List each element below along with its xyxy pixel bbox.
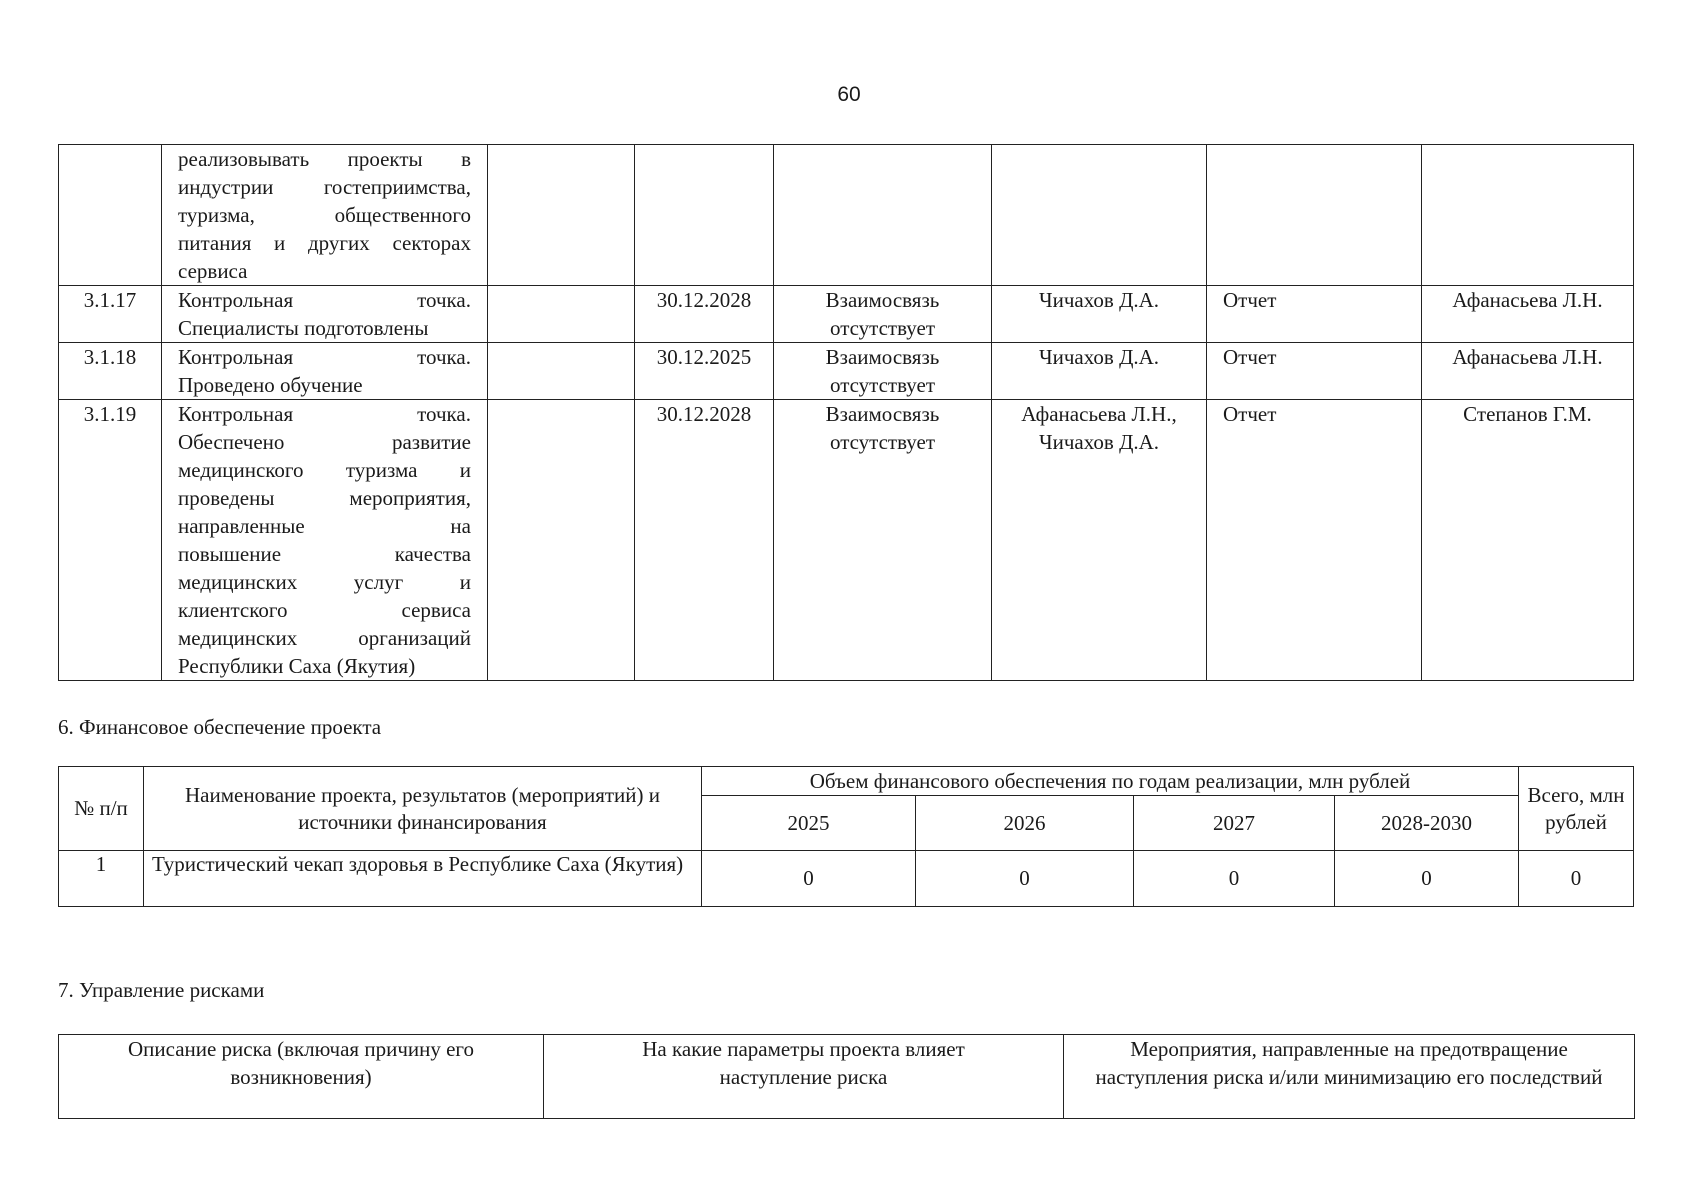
row-name: Туристический чекап здоровья в Республике Саха (Якутия): [144, 851, 702, 907]
row-document: Отчет: [1207, 343, 1422, 400]
row-value-2027: 0: [1134, 851, 1335, 907]
row-document: Отчет: [1207, 286, 1422, 343]
control-point-row: [59, 145, 1634, 286]
header-year-2027: 2027: [1134, 796, 1335, 851]
header-total: Всего, млн рублей: [1519, 767, 1634, 851]
row-col3: [488, 145, 635, 286]
row-responsible: Афанасьева Л.Н., Чичахов Д.А.: [992, 400, 1207, 681]
header-name: Наименование проекта, результатов (мероприятий) и источники финансирования: [144, 767, 702, 851]
control-points-table: [58, 144, 1634, 681]
description-line: туризма, общественного: [178, 203, 471, 227]
control-point-row: [59, 343, 1634, 400]
row-responsible: Чичахов Д.А.: [992, 286, 1207, 343]
control-point-row: [59, 400, 1634, 681]
header-year-2026: 2026: [916, 796, 1134, 851]
row-document: [1207, 145, 1422, 286]
row-description: [162, 400, 488, 681]
row-number: 3.1.19: [59, 400, 162, 681]
row-responsible: Чичахов Д.А.: [992, 343, 1207, 400]
description-line: Республики Саха (Якутия): [178, 654, 416, 678]
row-approver: [1422, 145, 1634, 286]
section-6-title: 6. Финансовое обеспечение проекта: [58, 715, 382, 739]
row-document: Отчет: [1207, 400, 1422, 681]
row-total: 0: [1519, 851, 1634, 907]
row-date: 30.12.2028: [635, 400, 774, 681]
row-col3: [488, 343, 635, 400]
description-line: сервиса: [178, 259, 248, 283]
row-responsible: [992, 145, 1207, 286]
section-7-title: 7. Управление рисками: [58, 978, 265, 1002]
description-line: Контрольная точка.: [178, 402, 471, 426]
row-value-2028-2030: 0: [1335, 851, 1519, 907]
control-point-row: [59, 286, 1634, 343]
header-volume: Объем финансового обеспечения по годам реализации, млн рублей: [702, 767, 1519, 796]
description-line: Специалисты подготовлены: [178, 316, 429, 340]
description-line: Обеспечено развитие: [178, 430, 471, 454]
row-number: 3.1.17: [59, 286, 162, 343]
row-num: 1: [59, 851, 144, 907]
row-col3: [488, 400, 635, 681]
risk-header-measures: Мероприятия, направленные на предотвращение наступления риска и/или минимизацию его последствий: [1064, 1035, 1635, 1119]
row-number: 3.1.18: [59, 343, 162, 400]
row-approver: Степанов Г.М.: [1422, 400, 1634, 681]
description-line: направленные на: [178, 514, 471, 538]
row-description: [162, 343, 488, 400]
row-link: Взаимосвязь отсутствует: [774, 286, 992, 343]
row-link: [774, 145, 992, 286]
row-date: 30.12.2028: [635, 286, 774, 343]
description-line: проведены мероприятия,: [178, 486, 471, 510]
row-value-2026: 0: [916, 851, 1134, 907]
row-link: Взаимосвязь отсутствует: [774, 343, 992, 400]
description-line: медицинских организаций: [178, 626, 471, 650]
financing-table: [58, 766, 1634, 907]
header-year-2028-2030: 2028-2030: [1335, 796, 1519, 851]
description-line: медицинских услуг и: [178, 570, 471, 594]
description-line: питания и других секторах: [178, 231, 471, 255]
description-line: медицинского туризма и: [178, 458, 471, 482]
risk-table: [58, 1034, 1635, 1119]
row-approver: Афанасьева Л.Н.: [1422, 286, 1634, 343]
row-value-2025: 0: [702, 851, 916, 907]
description-line: индустрии гостеприимства,: [178, 175, 471, 199]
description-line: Проведено обучение: [178, 373, 363, 397]
description-line: Контрольная точка.: [178, 288, 471, 312]
description-line: Контрольная точка.: [178, 345, 471, 369]
row-approver: Афанасьева Л.Н.: [1422, 343, 1634, 400]
header-year-2025: 2025: [702, 796, 916, 851]
row-description: [162, 286, 488, 343]
risk-header-description: Описание риска (включая причину его возникновения): [59, 1035, 544, 1119]
row-description: [162, 145, 488, 286]
row-link: Взаимосвязь отсутствует: [774, 400, 992, 681]
row-date: [635, 145, 774, 286]
row-date: 30.12.2025: [635, 343, 774, 400]
description-line: реализовывать проекты в: [178, 147, 471, 171]
page-number: 60: [837, 83, 861, 106]
description-line: повышение качества: [178, 542, 471, 566]
row-number: [59, 145, 162, 286]
risk-header-parameters: На какие параметры проекта влияет наступление риска: [544, 1035, 1064, 1119]
header-num: № п/п: [59, 767, 144, 851]
description-line: клиентского сервиса: [178, 598, 471, 622]
row-col3: [488, 286, 635, 343]
